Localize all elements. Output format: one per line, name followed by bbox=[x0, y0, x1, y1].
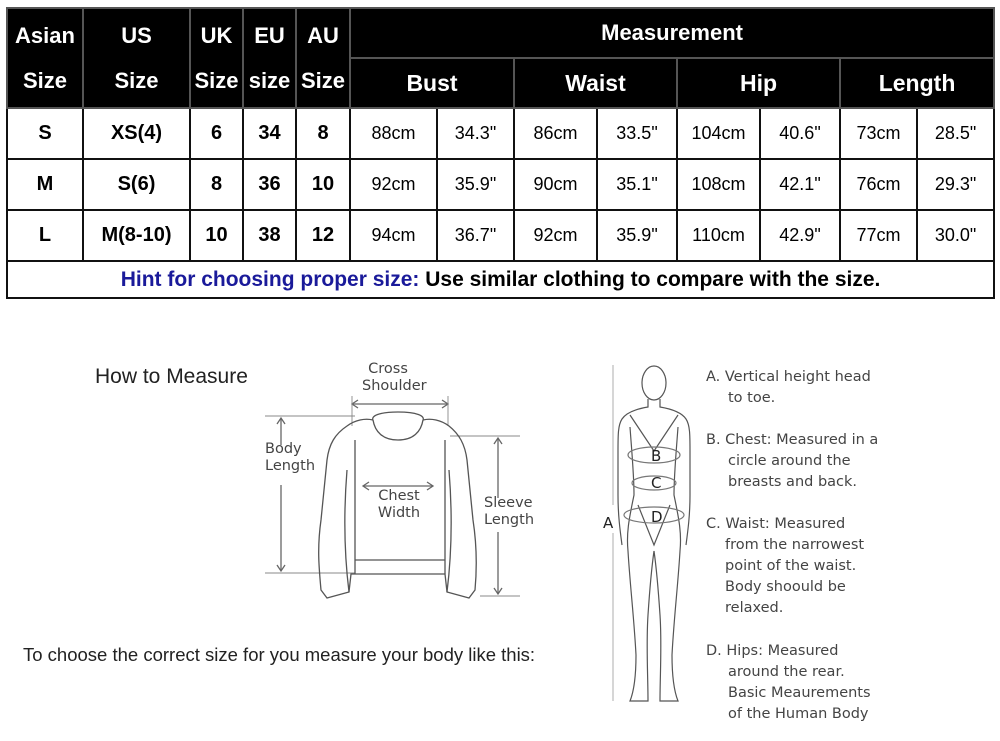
sweater-illustration bbox=[255, 360, 555, 605]
table-row bbox=[7, 108, 994, 159]
hint-text: Use similar clothing to compare with the size. bbox=[425, 267, 881, 291]
measurement-cell: 90cm bbox=[514, 159, 597, 210]
eu-size-header: EU size bbox=[243, 8, 296, 108]
legend-a: A. Vertical height head to toe. bbox=[706, 369, 871, 406]
measurement-cell: 92cm bbox=[350, 159, 437, 210]
choose-size-instruction: To choose the correct size for you measure your body like this: bbox=[23, 644, 536, 665]
au-size-cell: 12 bbox=[296, 210, 350, 261]
us-size-cell: M(8-10) bbox=[83, 210, 190, 261]
au-size-cell: 8 bbox=[296, 108, 350, 159]
marker-c: C bbox=[651, 474, 662, 492]
legend-d: D. Hips: Measured around the rear. Basic Meaurements of the Human Body bbox=[706, 643, 871, 722]
measurement-cell: 28.5" bbox=[917, 108, 994, 159]
measurement-cell: 36.7" bbox=[437, 210, 514, 261]
eu-size-cell: 38 bbox=[243, 210, 296, 261]
measurement-cell: 104cm bbox=[677, 108, 760, 159]
sleeve-length-label: Sleeve Length bbox=[484, 495, 535, 528]
eu-size-cell: 36 bbox=[243, 159, 296, 210]
bust-header: Bust bbox=[350, 58, 514, 108]
measurement-cell: 77cm bbox=[840, 210, 917, 261]
marker-a: A bbox=[603, 514, 614, 532]
hint-row bbox=[7, 261, 994, 298]
measurement-cell: 30.0" bbox=[917, 210, 994, 261]
length-header: Length bbox=[840, 58, 994, 108]
us-size-cell: S(6) bbox=[83, 159, 190, 210]
cross-shoulder-label: Cross Shoulder bbox=[362, 361, 427, 394]
body-length-label: Body Length bbox=[265, 441, 316, 474]
uk-size-cell: 10 bbox=[190, 210, 243, 261]
uk-size-cell: 6 bbox=[190, 108, 243, 159]
table-row bbox=[7, 159, 994, 210]
au-size-header: AU Size bbox=[296, 8, 350, 108]
measurement-cell: 42.9" bbox=[760, 210, 840, 261]
measurement-cell: 29.3" bbox=[917, 159, 994, 210]
legend-c: C. Waist: Measured from the narrowest point of the waist. Body shoould be relaxed. bbox=[706, 516, 865, 616]
measurement-cell: 40.6" bbox=[760, 108, 840, 159]
asian-size-cell: M bbox=[7, 159, 83, 210]
table-row bbox=[7, 210, 994, 261]
size-chart-table bbox=[6, 7, 995, 299]
waist-header: Waist bbox=[514, 58, 677, 108]
measurement-cell: 76cm bbox=[840, 159, 917, 210]
table-header bbox=[7, 8, 994, 108]
measurement-cell: 110cm bbox=[677, 210, 760, 261]
au-size-cell: 10 bbox=[296, 159, 350, 210]
measurement-cell: 88cm bbox=[350, 108, 437, 159]
us-size-header: US Size bbox=[83, 8, 190, 108]
measurement-cell: 73cm bbox=[840, 108, 917, 159]
uk-size-cell: 8 bbox=[190, 159, 243, 210]
legend-b: B. Chest: Measured in a circle around the breasts and back. bbox=[706, 432, 879, 490]
measurement-cell: 92cm bbox=[514, 210, 597, 261]
measurement-cell: 34.3" bbox=[437, 108, 514, 159]
body-figure bbox=[590, 355, 705, 715]
asian-size-header: Asian Size bbox=[7, 8, 83, 108]
how-to-measure-title: How to Measure bbox=[95, 365, 248, 388]
hint-label: Hint for choosing proper size: bbox=[120, 267, 420, 291]
measurement-cell: 94cm bbox=[350, 210, 437, 261]
measurement-cell: 108cm bbox=[677, 159, 760, 210]
measurement-cell: 86cm bbox=[514, 108, 597, 159]
uk-size-header: UK Size bbox=[190, 8, 243, 108]
table-body bbox=[7, 108, 994, 298]
measurement-cell: 42.1" bbox=[760, 159, 840, 210]
asian-size-cell: L bbox=[7, 210, 83, 261]
measurement-cell: 35.9" bbox=[597, 210, 677, 261]
chest-width-label: Chest Width bbox=[377, 488, 421, 521]
measurement-cell: 33.5" bbox=[597, 108, 677, 159]
marker-b: B bbox=[651, 447, 662, 465]
measurement-header: Measurement bbox=[350, 8, 994, 58]
asian-size-cell: S bbox=[7, 108, 83, 159]
marker-d: D bbox=[651, 508, 663, 526]
hint-cell bbox=[7, 261, 994, 298]
measurement-cell: 35.9" bbox=[437, 159, 514, 210]
us-size-cell: XS(4) bbox=[83, 108, 190, 159]
hip-header: Hip bbox=[677, 58, 840, 108]
measurement-cell: 35.1" bbox=[597, 159, 677, 210]
eu-size-cell: 34 bbox=[243, 108, 296, 159]
